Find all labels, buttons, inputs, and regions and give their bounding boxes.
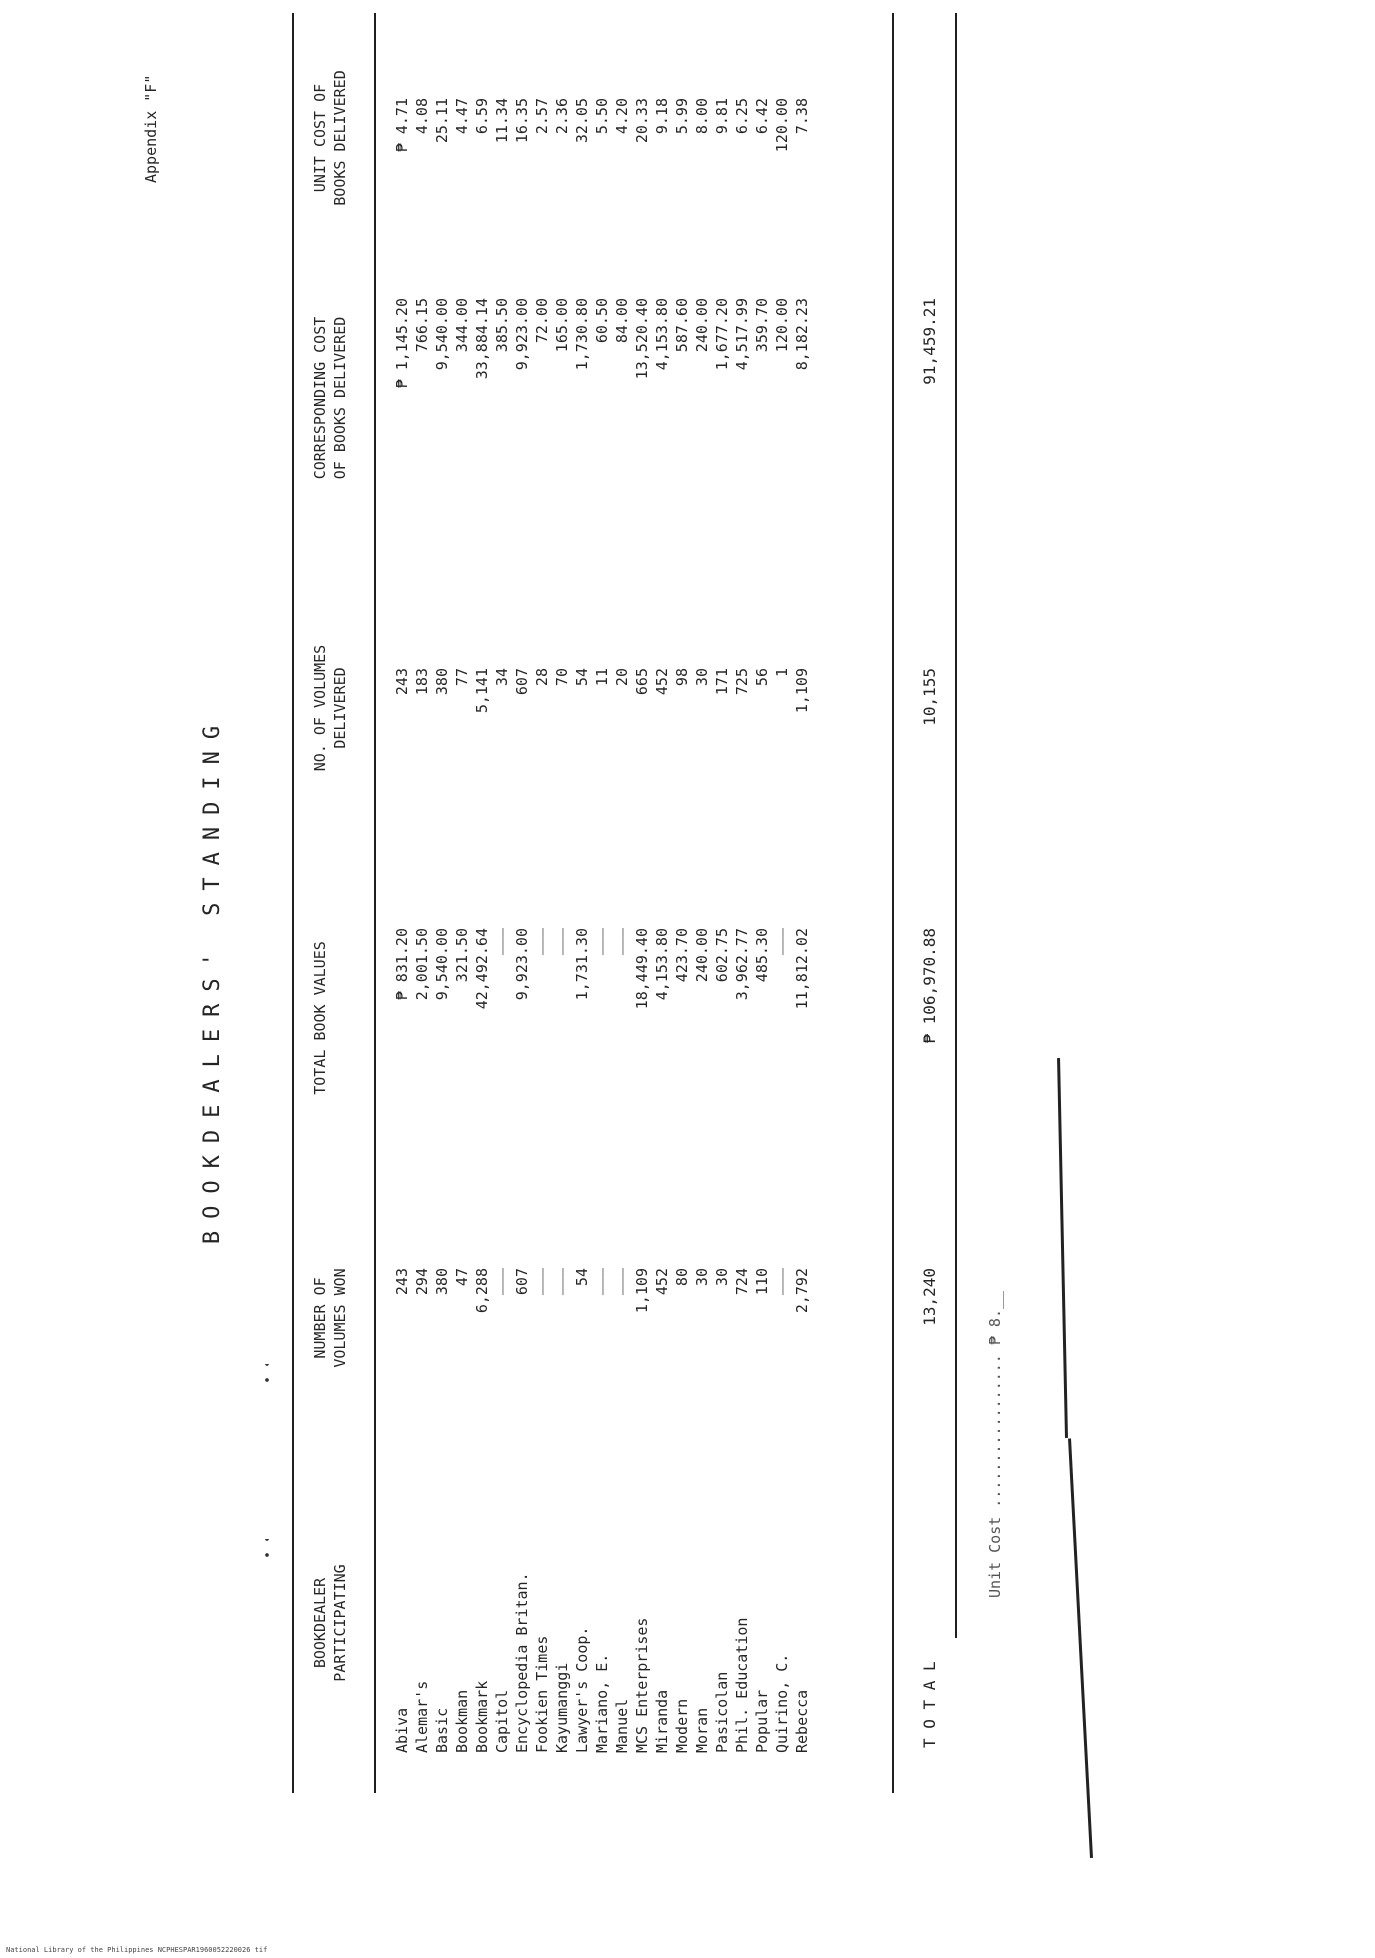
table-cell-won: ———	[773, 1268, 791, 1296]
table-cell-unit: 4.08	[413, 98, 431, 135]
table-cell-unit: 4.20	[613, 98, 631, 135]
table-cell-cost: ₱ 1,145.20	[393, 298, 411, 389]
table-cell-won: 6,288	[473, 1268, 491, 1314]
table-cell-value: 4,153.80	[653, 928, 671, 1001]
table-cell-cost: 1,677.20	[713, 298, 731, 371]
header-unit-cost: UNIT COST OF BOOKS DELIVERED	[311, 70, 349, 206]
table-cell-delivered: 171	[713, 668, 731, 696]
table-cell-unit: ₱ 4.71	[393, 98, 411, 153]
table-cell-name: Manuel	[613, 1698, 631, 1753]
table-cell-won: 30	[693, 1268, 711, 1287]
table-cell-cost: 33,884.14	[473, 298, 491, 380]
total-volumes-won: 13,240	[920, 1268, 939, 1326]
table-cell-unit: 9.18	[653, 98, 671, 135]
book-values-column	[392, 928, 812, 1108]
table-cell-delivered: 20	[613, 668, 631, 687]
table-cell-value: 240.00	[693, 928, 711, 983]
table-cell-value: 9,923.00	[513, 928, 531, 1001]
table-cell-unit: 120.00	[773, 98, 791, 153]
table-cell-name: Capitol	[493, 1689, 511, 1753]
table-cell-won: 30	[713, 1268, 731, 1287]
table-cell-name: Phil. Education	[733, 1617, 751, 1753]
table-cell-name: Popular	[753, 1689, 771, 1753]
table-cell-cost: 72.00	[533, 298, 551, 344]
table-cell-delivered: 98	[673, 668, 691, 687]
appendix-label: Appendix "F"	[142, 74, 160, 183]
table-cell-value: ———	[773, 928, 791, 956]
table-cell-name: Mariano, E.	[593, 1653, 611, 1753]
table-cell-unit: 4.47	[453, 98, 471, 135]
table-cell-won: ———	[493, 1268, 511, 1296]
scan-edge-line	[1068, 1438, 1093, 1858]
table-cell-delivered: 183	[413, 668, 431, 696]
table-cell-won: ———	[533, 1268, 551, 1296]
table-cell-name: Encyclopedia Britan.	[513, 1572, 531, 1753]
table-cell-value: 2,001.50	[413, 928, 431, 1001]
table-cell-value: ———	[533, 928, 551, 956]
table-cell-cost: 84.00	[613, 298, 631, 344]
table-cell-won: 607	[513, 1268, 531, 1296]
table-cell-cost: 60.50	[593, 298, 611, 344]
volumes-won-column	[392, 1268, 812, 1398]
table-cell-delivered: 34	[493, 668, 511, 687]
table-cell-cost: 9,923.00	[513, 298, 531, 371]
table-cell-cost: 8,182.23	[793, 298, 811, 371]
table-cell-value: ———	[493, 928, 511, 956]
table-cell-won: 54	[573, 1268, 591, 1287]
table-cell-value: ₱ 831.20	[393, 928, 411, 1001]
table-cell-name: Modern	[673, 1698, 691, 1753]
table-cell-value: ———	[613, 928, 631, 956]
table-cell-unit: 6.25	[733, 98, 751, 135]
table-cell-delivered: 665	[633, 668, 651, 696]
table-cell-unit: 11.34	[493, 98, 511, 144]
table-cell-won: ———	[593, 1268, 611, 1296]
table-cell-name: Kayumanggi	[553, 1662, 571, 1753]
table-cell-value: 3,962.77	[733, 928, 751, 1001]
table-cell-cost: 344.00	[453, 298, 471, 353]
page-title: BOOKDEALERS' STANDING	[200, 713, 225, 1245]
table-cell-delivered: 452	[653, 668, 671, 696]
table-cell-name: Quirino, C.	[773, 1653, 791, 1753]
table-cell-value: 423.70	[673, 928, 691, 983]
header-volumes-won: NUMBER OF VOLUMES WON	[311, 1268, 349, 1368]
scan-edge-line	[1057, 1058, 1068, 1438]
table-cell-unit: 16.35	[513, 98, 531, 144]
table-cell-delivered: 607	[513, 668, 531, 696]
table-cell-delivered: 1	[773, 668, 791, 678]
table-cell-delivered: 30	[693, 668, 711, 687]
table-cell-unit: 5.50	[593, 98, 611, 135]
table-cell-delivered: 243	[393, 668, 411, 696]
cost-delivered-column	[392, 298, 812, 498]
table-cell-unit: 20.33	[633, 98, 651, 144]
table-cell-value: 11,812.02	[793, 928, 811, 1010]
table-cell-cost: 240.00	[693, 298, 711, 353]
table-cell-cost: 359.70	[753, 298, 771, 353]
scan-footer: National Library of the Philippines NCPHESPAR1960052220026 tif	[6, 1946, 268, 1954]
table-cell-won: 80	[673, 1268, 691, 1287]
table-cell-delivered: 28	[533, 668, 551, 687]
table-cell-value: 42,492.64	[473, 928, 491, 1010]
unit-cost-column	[392, 98, 812, 218]
table-cell-unit: 32.05	[573, 98, 591, 144]
total-book-values: ₱ 106,970.88	[920, 928, 939, 1044]
header-dots	[260, 1539, 274, 1563]
table-cell-delivered: 54	[573, 668, 591, 687]
table-cell-value: ———	[593, 928, 611, 956]
table-cell-unit: 6.42	[753, 98, 771, 135]
table-cell-name: Pasicolan	[713, 1671, 731, 1753]
table-cell-won: ———	[553, 1268, 571, 1296]
volumes-delivered-column	[392, 668, 812, 798]
table-cell-unit: 5.99	[673, 98, 691, 135]
table-cell-won: ———	[613, 1268, 631, 1296]
table-cell-delivered: 11	[593, 668, 611, 687]
table-cell-unit: 2.36	[553, 98, 571, 135]
table-cell-name: Fookien Times	[533, 1635, 551, 1753]
table-cell-won: 380	[433, 1268, 451, 1296]
table-cell-cost: 766.15	[413, 298, 431, 353]
table-cell-unit: 8.00	[693, 98, 711, 135]
table-cell-won: 294	[413, 1268, 431, 1296]
table-cell-cost: 385.50	[493, 298, 511, 353]
table-cell-value: 1,731.30	[573, 928, 591, 1001]
header-volumes-delivered: NO. OF VOLUMES DELIVERED	[311, 644, 349, 772]
header-book-values: TOTAL BOOK VALUES	[311, 941, 329, 1095]
table-cell-won: 2,792	[793, 1268, 811, 1314]
table-cell-unit: 2.57	[533, 98, 551, 135]
table-cell-delivered: 70	[553, 668, 571, 687]
header-bottom-rule	[374, 13, 376, 1793]
table-cell-name: Bookman	[453, 1689, 471, 1753]
table-cell-name: Basic	[433, 1707, 451, 1753]
table-cell-cost: 120.00	[773, 298, 791, 353]
table-cell-value: 9,540.00	[433, 928, 451, 1001]
table-cell-name: Bookmark	[473, 1680, 491, 1753]
table-cell-delivered: 5,141	[473, 668, 491, 714]
table-cell-name: Miranda	[653, 1689, 671, 1753]
table-cell-value: 602.75	[713, 928, 731, 983]
totals-bottom-rule	[955, 13, 957, 1638]
table-cell-unit: 9.81	[713, 98, 731, 135]
table-cell-cost: 13,520.40	[633, 298, 651, 380]
table-cell-won: 110	[753, 1268, 771, 1296]
table-cell-name: Moran	[693, 1707, 711, 1753]
table-cell-cost: 4,517.99	[733, 298, 751, 371]
header-bookdealer: BOOKDEALER PARTICIPATING	[311, 1564, 349, 1682]
table-cell-won: 1,109	[633, 1268, 651, 1314]
table-cell-unit: 7.38	[793, 98, 811, 135]
table-cell-cost: 1,730.80	[573, 298, 591, 371]
table-cell-won: 452	[653, 1268, 671, 1296]
table-cell-delivered: 56	[753, 668, 771, 687]
table-cell-name: MCS Enterprises	[633, 1617, 651, 1753]
table-cell-unit: 25.11	[433, 98, 451, 144]
unit-cost-line: Unit Cost ................. ₱ 8.__	[986, 1290, 1004, 1598]
table-top-rule	[292, 13, 294, 1793]
table-cell-value: 485.30	[753, 928, 771, 983]
table-cell-delivered: 77	[453, 668, 471, 687]
table-cell-won: 47	[453, 1268, 471, 1287]
table-cell-delivered: 1,109	[793, 668, 811, 714]
table-cell-name: Lawyer's Coop.	[573, 1626, 591, 1753]
table-cell-unit: 6.59	[473, 98, 491, 135]
total-volumes-delivered: 10,155	[920, 668, 939, 726]
table-cell-cost: 587.60	[673, 298, 691, 353]
table-cell-cost: 9,540.00	[433, 298, 451, 371]
table-cell-won: 724	[733, 1268, 751, 1296]
table-cell-value: ———	[553, 928, 571, 956]
table-cell-name: Rebecca	[793, 1689, 811, 1753]
header-cost-delivered: CORRESPONDING COST OF BOOKS DELIVERED	[311, 316, 349, 480]
total-label: T O T A L	[920, 1661, 939, 1748]
table-cell-delivered: 725	[733, 668, 751, 696]
total-cost-delivered: 91,459.21	[920, 298, 939, 385]
table-cell-delivered: 380	[433, 668, 451, 696]
totals-top-rule	[892, 13, 894, 1793]
header-dots	[260, 1364, 274, 1388]
table-cell-name: Alemar's	[413, 1680, 431, 1753]
table-cell-value: 18,449.40	[633, 928, 651, 1010]
bookdealer-column	[392, 1453, 812, 1753]
table-cell-cost: 4,153.80	[653, 298, 671, 371]
table-cell-cost: 165.00	[553, 298, 571, 353]
table-cell-name: Abiva	[393, 1707, 411, 1753]
table-cell-value: 321.50	[453, 928, 471, 983]
table-cell-won: 243	[393, 1268, 411, 1296]
